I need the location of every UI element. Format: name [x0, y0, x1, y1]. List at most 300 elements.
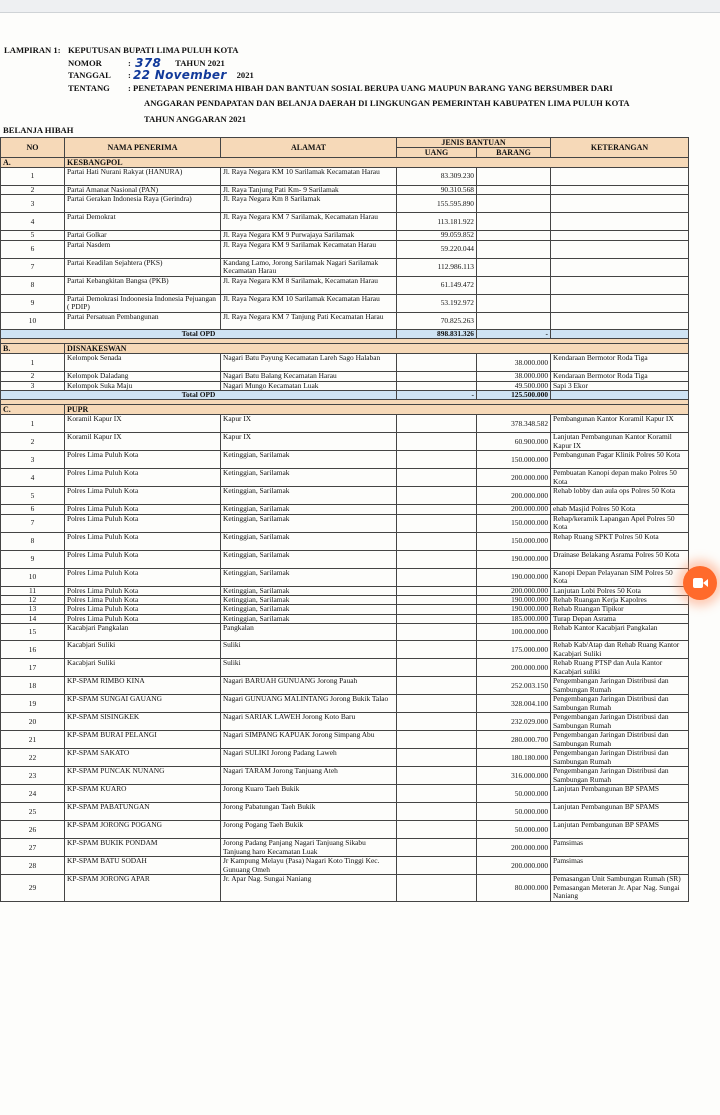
- row-nama: Kacabjari Suliki: [65, 641, 221, 659]
- row-barang: [477, 186, 551, 195]
- table-row: [1, 469, 689, 487]
- row-keterangan: [551, 195, 689, 213]
- row-keterangan: Pamsimas: [551, 857, 689, 875]
- row-nama: Polres Lima Puluh Kota: [65, 550, 221, 568]
- row-barang: [477, 231, 551, 240]
- row-alamat: Jl. Raya Negara KM 9 Purwajaya Sarilamak: [221, 231, 397, 240]
- row-alamat: Jr. Apar Nag. Sungai Naniang: [221, 875, 397, 901]
- row-keterangan: [551, 213, 689, 231]
- row-uang: 155.595.890: [397, 195, 477, 213]
- row-uang: [397, 767, 477, 785]
- row-no: 14: [1, 614, 65, 623]
- row-no: 5: [1, 487, 65, 505]
- row-keterangan: [551, 294, 689, 312]
- row-barang: 38.000.000: [477, 372, 551, 381]
- section-title: BELANJA HIBAH: [3, 125, 74, 135]
- row-no: 24: [1, 785, 65, 803]
- row-keterangan: Rehab lobby dan aula ops Polres 50 Kota: [551, 487, 689, 505]
- row-alamat: Jl. Raya Negara KM 8 Sarilamak, Kecamatan Harau: [221, 276, 397, 294]
- row-no: 16: [1, 641, 65, 659]
- row-barang: 185.000.000: [477, 614, 551, 623]
- row-nama: Polres Lima Puluh Kota: [65, 614, 221, 623]
- row-keterangan: ehab Masjid Polres 50 Kota: [551, 505, 689, 514]
- table-row: [1, 550, 689, 568]
- row-no: 10: [1, 568, 65, 586]
- table-row: [1, 568, 689, 586]
- row-keterangan: Pembangunan Kantor Koramil Kapur IX: [551, 415, 689, 433]
- row-uang: [397, 372, 477, 381]
- table-row: [1, 505, 689, 514]
- row-nama: Partai Persatuan Pembangunan: [65, 312, 221, 329]
- row-uang: [397, 354, 477, 372]
- row-keterangan: [551, 312, 689, 329]
- table-row: [1, 186, 689, 195]
- table-row: [1, 231, 689, 240]
- keputusan-title: KEPUTUSAN BUPATI LIMA PULUH KOTA: [68, 45, 239, 55]
- table-row: [1, 857, 689, 875]
- row-keterangan: Pamsimas: [551, 839, 689, 857]
- row-no: 7: [1, 514, 65, 532]
- row-no: 28: [1, 857, 65, 875]
- row-keterangan: Kanopi Depan Pelayanan SIM Polres 50 Kota: [551, 568, 689, 586]
- row-uang: 83.309.230: [397, 168, 477, 186]
- row-nama: Kacabjari Suliki: [65, 659, 221, 677]
- screen-record-button[interactable]: [683, 566, 717, 600]
- total-label: Total OPD: [1, 391, 397, 400]
- row-uang: [397, 875, 477, 901]
- row-alamat: Ketinggian, Sarilamak: [221, 514, 397, 532]
- nomor-value: 378: [135, 55, 162, 70]
- row-keterangan: Pemasangan Unit Sambungan Rumah (SR) Pemasangan Meteran Jr. Apar Nag. Sungai Naniang: [551, 875, 689, 901]
- row-no: 2: [1, 372, 65, 381]
- row-alamat: Ketinggian, Sarilamak: [221, 532, 397, 550]
- row-alamat: Ketinggian, Sarilamak: [221, 469, 397, 487]
- row-barang: 100.000.000: [477, 624, 551, 641]
- row-barang: [477, 294, 551, 312]
- row-barang: 378.348.582: [477, 415, 551, 433]
- row-alamat: Ketinggian, Sarilamak: [221, 586, 397, 595]
- row-no: 1: [1, 415, 65, 433]
- row-no: 13: [1, 605, 65, 614]
- row-no: 4: [1, 469, 65, 487]
- row-nama: Polres Lima Puluh Kota: [65, 487, 221, 505]
- row-nama: Partai Golkar: [65, 231, 221, 240]
- row-nama: Partai Demokrat: [65, 213, 221, 231]
- row-alamat: Kandang Lamo, Jorong Sarilamak Nagari Sarilamak Kecamatan Harau: [221, 258, 397, 276]
- row-alamat: Nagari SIMPANG KAPUAK Jorong Simpang Abu: [221, 731, 397, 749]
- row-nama: KP-SPAM JORONG APAR: [65, 875, 221, 901]
- row-no: 22: [1, 749, 65, 767]
- row-uang: [397, 731, 477, 749]
- table-row: [1, 354, 689, 372]
- row-uang: 113.181.922: [397, 213, 477, 231]
- row-no: 9: [1, 294, 65, 312]
- row-barang: 150.000.000: [477, 514, 551, 532]
- row-keterangan: Pembuatan Kanopi depan mako Polres 50 Kota: [551, 469, 689, 487]
- row-keterangan: Rehap Ruang SPKT Polres 50 Kota: [551, 532, 689, 550]
- row-keterangan: Pengembangan Jaringan Distribusi dan Sambungan Rumah: [551, 749, 689, 767]
- table-row: [1, 514, 689, 532]
- table-row: [1, 659, 689, 677]
- tanggal-label: TANGGAL: [68, 70, 111, 80]
- row-barang: 200.000.000: [477, 857, 551, 875]
- row-alamat: Ketinggian, Sarilamak: [221, 605, 397, 614]
- row-uang: 70.825.263: [397, 312, 477, 329]
- row-no: 3: [1, 381, 65, 390]
- row-barang: 200.000.000: [477, 505, 551, 514]
- row-uang: 53.192.972: [397, 294, 477, 312]
- row-nama: KP-SPAM SUNGAI GAUANG: [65, 695, 221, 713]
- row-uang: 90.310.568: [397, 186, 477, 195]
- row-barang: [477, 312, 551, 329]
- table-row: [1, 614, 689, 623]
- video-camera-icon: [693, 578, 703, 588]
- row-nama: Polres Lima Puluh Kota: [65, 568, 221, 586]
- group-header-row: [1, 405, 689, 415]
- total-uang: -: [397, 391, 477, 400]
- table-row: [1, 875, 689, 901]
- table-row: [1, 240, 689, 258]
- row-alamat: Nagari SARIAK LAWEH Jorong Koto Baru: [221, 713, 397, 731]
- row-barang: 200.000.000: [477, 469, 551, 487]
- row-keterangan: Pengembangan Jaringan Distribusi dan Sambungan Rumah: [551, 695, 689, 713]
- nomor-label: NOMOR: [68, 57, 102, 68]
- row-keterangan: Rehab Ruangan Tipikor: [551, 605, 689, 614]
- row-alamat: Kapur IX: [221, 415, 397, 433]
- row-barang: 316.000.000: [477, 767, 551, 785]
- row-alamat: Ketinggian, Sarilamak: [221, 451, 397, 469]
- row-no: 2: [1, 433, 65, 451]
- row-barang: 50.000.000: [477, 803, 551, 821]
- row-nama: Kelompok Senada: [65, 354, 221, 372]
- row-alamat: Jorong Padang Panjang Nagari Tanjuang Sikabu Tanjuang haro Kecamatan Luak: [221, 839, 397, 857]
- row-nama: KP-SPAM PUNCAK NUNANG: [65, 767, 221, 785]
- row-barang: 252.003.150: [477, 677, 551, 695]
- row-nama: Polres Lima Puluh Kota: [65, 505, 221, 514]
- row-uang: [397, 505, 477, 514]
- tanggal-year: 2021: [236, 70, 254, 80]
- total-keterangan: [551, 329, 689, 338]
- table-row: [1, 596, 689, 605]
- row-nama: Partai Gerakan Indonesia Raya (Gerindra): [65, 195, 221, 213]
- row-no: 6: [1, 240, 65, 258]
- group-code: A.: [1, 158, 65, 168]
- group-header-row: [1, 158, 689, 168]
- col-jenis-bantuan: JENIS BANTUAN: [397, 138, 551, 148]
- row-alamat: Ketinggian, Sarilamak: [221, 614, 397, 623]
- row-no: 9: [1, 550, 65, 568]
- row-no: 2: [1, 186, 65, 195]
- table-row: [1, 821, 689, 839]
- row-keterangan: Lanjutan Pembangunan BP SPAMS: [551, 821, 689, 839]
- row-keterangan: [551, 186, 689, 195]
- row-keterangan: Pengembangan Jaringan Distribusi dan Sambungan Rumah: [551, 731, 689, 749]
- row-alamat: Nagari SULIKI Jorong Padang Laweh: [221, 749, 397, 767]
- row-nama: Koramil Kapur IX: [65, 415, 221, 433]
- table-row: [1, 713, 689, 731]
- row-barang: 200.000.000: [477, 586, 551, 595]
- row-keterangan: [551, 276, 689, 294]
- table-row: [1, 381, 689, 390]
- row-uang: [397, 514, 477, 532]
- row-nama: KP-SPAM BUKIK PONDAM: [65, 839, 221, 857]
- row-uang: [397, 857, 477, 875]
- row-alamat: Jr Kampung Melayu (Pasa) Nagari Koto Tinggi Kec. Gunuang Omeh: [221, 857, 397, 875]
- row-uang: [397, 821, 477, 839]
- row-barang: 200.000.000: [477, 487, 551, 505]
- row-nama: KP-SPAM KUARO: [65, 785, 221, 803]
- row-barang: 49.500.000: [477, 381, 551, 390]
- col-no: NO: [1, 138, 65, 158]
- row-uang: [397, 749, 477, 767]
- table-row: [1, 168, 689, 186]
- row-barang: 280.000.700: [477, 731, 551, 749]
- row-barang: 190.000.000: [477, 550, 551, 568]
- hibah-table: [0, 137, 689, 902]
- row-no: 3: [1, 195, 65, 213]
- row-alamat: Nagari GUNUANG MALINTANG Jorong Bukik Talao: [221, 695, 397, 713]
- table-row: [1, 695, 689, 713]
- row-uang: [397, 487, 477, 505]
- row-keterangan: [551, 240, 689, 258]
- row-keterangan: Kendaraan Bermotor Roda Tiga: [551, 354, 689, 372]
- row-alamat: Pangkalan: [221, 624, 397, 641]
- row-alamat: Ketinggian, Sarilamak: [221, 505, 397, 514]
- table-row: [1, 213, 689, 231]
- table-row: [1, 372, 689, 381]
- row-alamat: Suliki: [221, 659, 397, 677]
- row-no: 18: [1, 677, 65, 695]
- row-nama: KP-SPAM BURAI PELANGI: [65, 731, 221, 749]
- table-row: [1, 415, 689, 433]
- col-uang: UANG: [397, 148, 477, 158]
- row-alamat: Nagari Batu Payung Kecamatan Lareh Sago Halaban: [221, 354, 397, 372]
- row-nama: Partai Hati Nurani Rakyat (HANURA): [65, 168, 221, 186]
- row-no: 8: [1, 532, 65, 550]
- row-barang: [477, 276, 551, 294]
- row-alamat: Jl. Raya Negara KM 7 Tanjung Pati Kecamatan Harau: [221, 312, 397, 329]
- document-header: LAMPIRAN 1: KEPUTUSAN BUPATI LIMA PULUH KOTA NOMOR : 378 TAHUN 2021 TANGGAL : 22 November 2021 TENTANG : PENETAPAN PENERIMA HIBAH DAN BANTUAN SOSIAL BERUPA UANG MAUPUN BARANG YANG BERSUMBER DARI ANGGARAN PENDAPATAN DAN BELANJA DAERAH DI LINGKUNGAN PEMERINTAH KABUPATEN LIMA PULUH KOTA TAHUN ANGGARAN 2021: [4, 45, 630, 124]
- total-barang: 125.500.000: [477, 391, 551, 400]
- row-no: 17: [1, 659, 65, 677]
- row-nama: Polres Lima Puluh Kota: [65, 605, 221, 614]
- row-alamat: Nagari Batu Balang Kecamatan Harau: [221, 372, 397, 381]
- row-alamat: Jl. Raya Negara Km 8 Sarilamak: [221, 195, 397, 213]
- row-nama: Partai Demokrasi Indoonesia Indonesia Pejuangan ( PDIP): [65, 294, 221, 312]
- row-nama: KP-SPAM SISINGKEK: [65, 713, 221, 731]
- row-keterangan: Rehap/keramik Lapangan Apel Polres 50 Kota: [551, 514, 689, 532]
- row-keterangan: Lanjutan Pembangunan BP SPAMS: [551, 803, 689, 821]
- row-keterangan: Lanjutan Pembangunan BP SPAMS: [551, 785, 689, 803]
- row-uang: 61.149.472: [397, 276, 477, 294]
- row-barang: 60.900.000: [477, 433, 551, 451]
- row-barang: 200.000.000: [477, 839, 551, 857]
- row-uang: [397, 469, 477, 487]
- row-barang: 190.000.000: [477, 596, 551, 605]
- row-uang: [397, 839, 477, 857]
- table-row: [1, 749, 689, 767]
- table-row: [1, 785, 689, 803]
- tentang-line-3: TAHUN ANGGARAN 2021: [144, 113, 247, 124]
- row-uang: [397, 641, 477, 659]
- row-no: 4: [1, 213, 65, 231]
- row-alamat: Jl. Raya Negara KM 9 Sarilamak Kecamatan Harau: [221, 240, 397, 258]
- row-alamat: Kapur IX: [221, 433, 397, 451]
- row-nama: Polres Lima Puluh Kota: [65, 514, 221, 532]
- row-keterangan: Pengembangan Jaringan Distribusi dan Sambungan Rumah: [551, 677, 689, 695]
- row-no: 20: [1, 713, 65, 731]
- group-name: PUPR: [65, 405, 689, 415]
- table-row: [1, 839, 689, 857]
- row-no: 12: [1, 596, 65, 605]
- row-alamat: Nagari TARAM Jorong Tanjuang Ateh: [221, 767, 397, 785]
- row-uang: [397, 695, 477, 713]
- row-uang: [397, 568, 477, 586]
- row-barang: [477, 240, 551, 258]
- row-nama: KP-SPAM BATU SODAH: [65, 857, 221, 875]
- tentang-line-1: PENETAPAN PENERIMA HIBAH DAN BANTUAN SOSIAL BERUPA UANG MAUPUN BARANG YANG BERSUMBER DARI: [133, 82, 613, 93]
- row-uang: [397, 433, 477, 451]
- row-uang: [397, 451, 477, 469]
- row-nama: Kelompok Suka Maju: [65, 381, 221, 390]
- group-name: KESBANGPOL: [65, 158, 689, 168]
- row-alamat: Suliki: [221, 641, 397, 659]
- row-barang: 200.000.000: [477, 659, 551, 677]
- row-keterangan: [551, 168, 689, 186]
- row-alamat: Jorong Kuaro Taeh Bukik: [221, 785, 397, 803]
- row-no: 6: [1, 505, 65, 514]
- top-bar: [0, 0, 720, 13]
- row-alamat: Jl. Raya Negara KM 7 Sarilamak, Kecamatan Harau: [221, 213, 397, 231]
- row-keterangan: Lanjutan Pembangunan Kantor Koramil Kapur IX: [551, 433, 689, 451]
- row-barang: [477, 195, 551, 213]
- table-row: [1, 532, 689, 550]
- table-row: [1, 731, 689, 749]
- row-no: 15: [1, 624, 65, 641]
- table-row: [1, 195, 689, 213]
- row-barang: 80.000.000: [477, 875, 551, 901]
- row-barang: 232.029.000: [477, 713, 551, 731]
- row-nama: Kacabjari Pangkalan: [65, 624, 221, 641]
- row-alamat: Jorong Pogang Taeh Bukik: [221, 821, 397, 839]
- table-row: [1, 624, 689, 641]
- group-name: DISNAKESWAN: [65, 344, 689, 354]
- row-no: 19: [1, 695, 65, 713]
- row-no: 10: [1, 312, 65, 329]
- table-row: [1, 487, 689, 505]
- row-nama: Polres Lima Puluh Kota: [65, 451, 221, 469]
- row-no: 27: [1, 839, 65, 857]
- total-uang: 898.831.326: [397, 329, 477, 338]
- row-nama: Partai Keadilan Sejahtera (PKS): [65, 258, 221, 276]
- row-keterangan: Rehab Ruang PTSP dan Aula Kantor Kacabjari suliki: [551, 659, 689, 677]
- row-nama: Polres Lima Puluh Kota: [65, 469, 221, 487]
- table-row: [1, 677, 689, 695]
- row-barang: 50.000.000: [477, 821, 551, 839]
- row-nama: KP-SPAM JORONG POGANG: [65, 821, 221, 839]
- row-uang: [397, 614, 477, 623]
- row-uang: [397, 586, 477, 595]
- row-alamat: Ketinggian, Sarilamak: [221, 487, 397, 505]
- row-nama: Partai Amanat Nasional (PAN): [65, 186, 221, 195]
- row-nama: Polres Lima Puluh Kota: [65, 596, 221, 605]
- row-keterangan: Rehab Ruangan Kerja Kapolres: [551, 596, 689, 605]
- tentang-line-2: ANGGARAN PENDAPATAN DAN BELANJA DAERAH DI LINGKUNGAN PEMERINTAH KABUPATEN LIMA PULUH KOTA: [144, 98, 630, 108]
- row-nama: Partai Kebangkitan Bangsa (PKB): [65, 276, 221, 294]
- group-code: C.: [1, 405, 65, 415]
- table-row: [1, 451, 689, 469]
- row-nama: Kelompok Daladang: [65, 372, 221, 381]
- row-keterangan: [551, 258, 689, 276]
- row-no: 3: [1, 451, 65, 469]
- row-uang: 99.059.852: [397, 231, 477, 240]
- row-uang: [397, 381, 477, 390]
- table-row: [1, 605, 689, 614]
- row-barang: 50.000.000: [477, 785, 551, 803]
- row-barang: 38.000.000: [477, 354, 551, 372]
- row-keterangan: Pengembangan Jaringan Distribusi dan Sambungan Rumah: [551, 713, 689, 731]
- row-alamat: Ketinggian, Sarilamak: [221, 550, 397, 568]
- row-uang: 59.220.044: [397, 240, 477, 258]
- row-uang: [397, 713, 477, 731]
- row-uang: [397, 677, 477, 695]
- table-row: [1, 312, 689, 329]
- row-barang: 190.000.000: [477, 605, 551, 614]
- row-barang: 328.004.100: [477, 695, 551, 713]
- row-barang: 150.000.000: [477, 451, 551, 469]
- total-keterangan: [551, 391, 689, 400]
- row-alamat: Jl. Raya Tanjung Pati Km- 9 Sarilamak: [221, 186, 397, 195]
- row-uang: [397, 550, 477, 568]
- row-no: 23: [1, 767, 65, 785]
- row-no: 7: [1, 258, 65, 276]
- row-no: 8: [1, 276, 65, 294]
- row-barang: [477, 168, 551, 186]
- group-code: B.: [1, 344, 65, 354]
- row-uang: 112.986.113: [397, 258, 477, 276]
- row-no: 1: [1, 354, 65, 372]
- row-nama: Polres Lima Puluh Kota: [65, 532, 221, 550]
- row-barang: 180.180.000: [477, 749, 551, 767]
- table-row: [1, 803, 689, 821]
- table-row: [1, 258, 689, 276]
- table-row: [1, 767, 689, 785]
- row-no: 5: [1, 231, 65, 240]
- row-uang: [397, 415, 477, 433]
- row-uang: [397, 659, 477, 677]
- row-keterangan: Rehab Kab/Atap dan Rehab Ruang Kantor Kacabjari Suliki: [551, 641, 689, 659]
- row-barang: 190.000.000: [477, 568, 551, 586]
- row-barang: 175.000.000: [477, 641, 551, 659]
- row-no: 11: [1, 586, 65, 595]
- row-uang: [397, 785, 477, 803]
- row-no: 26: [1, 821, 65, 839]
- row-keterangan: Pembangunan Pagar Klinik Polres 50 Kota: [551, 451, 689, 469]
- row-nama: KP-SPAM PABATUNGAN: [65, 803, 221, 821]
- row-keterangan: Lanjutan Lobi Polres 50 Kota: [551, 586, 689, 595]
- row-alamat: Nagari Mungo Kecamatan Luak: [221, 381, 397, 390]
- row-nama: KP-SPAM RIMBO KINA: [65, 677, 221, 695]
- row-nama: Partai Nasdem: [65, 240, 221, 258]
- row-keterangan: Kendaraan Bermotor Roda Tiga: [551, 372, 689, 381]
- row-alamat: Ketinggian, Sarilamak: [221, 568, 397, 586]
- table-row: [1, 294, 689, 312]
- row-no: 25: [1, 803, 65, 821]
- row-uang: [397, 605, 477, 614]
- row-barang: 150.000.000: [477, 532, 551, 550]
- total-barang: -: [477, 329, 551, 338]
- row-nama: Polres Lima Puluh Kota: [65, 586, 221, 595]
